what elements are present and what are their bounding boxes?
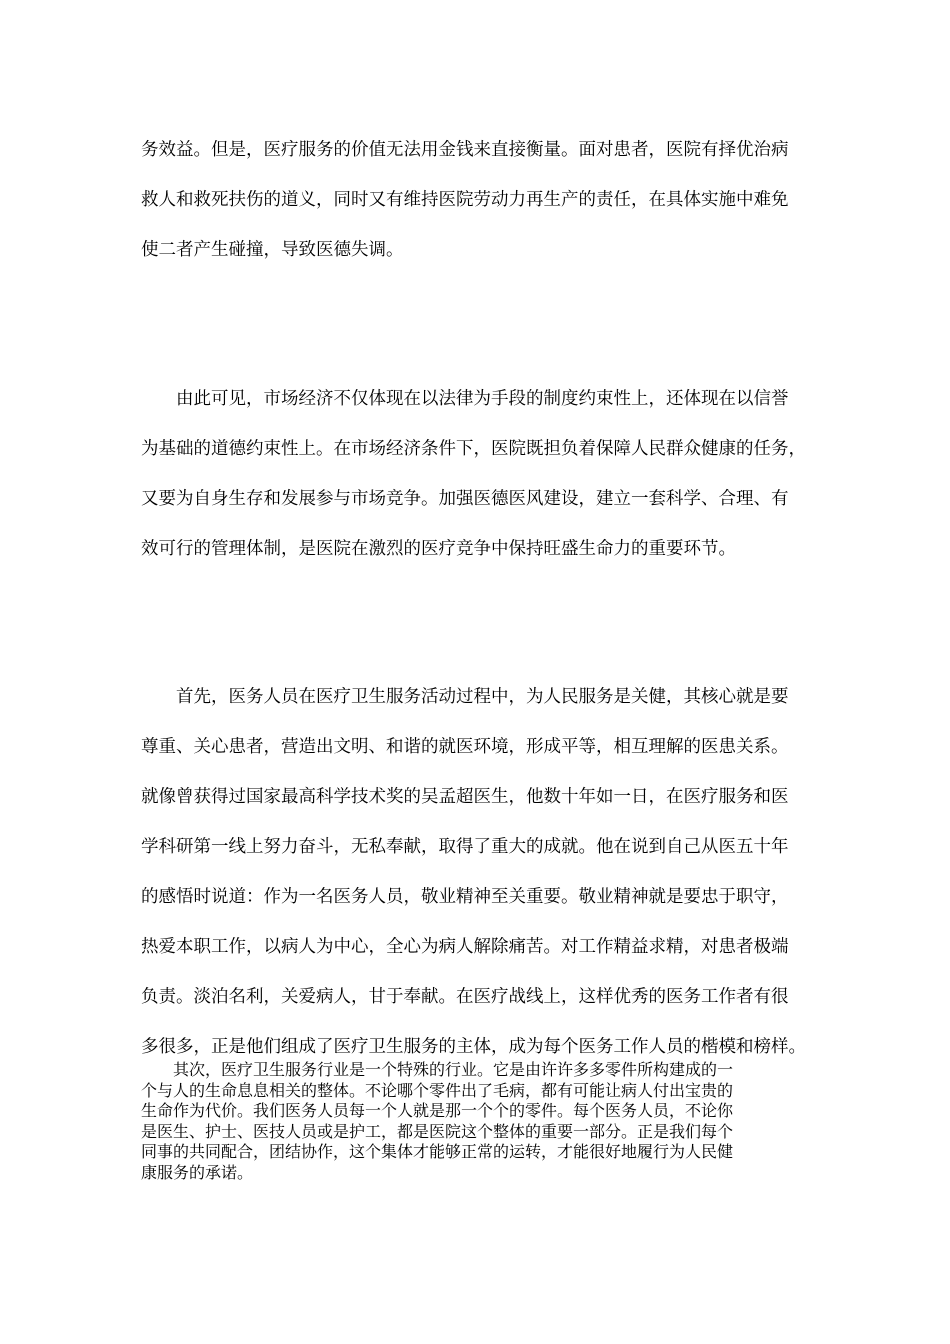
paragraph-line: 负责。淡泊名利，关爱病人，甘于奉献。在医疗战线上，这样优秀的医务工作者有很 bbox=[141, 987, 789, 1007]
paragraph-line: 务效益。但是，医疗服务的价值无法用金钱来直接衡量。面对患者，医院有择优治病 bbox=[141, 140, 789, 160]
paragraph-line: 就像曾获得过国家最高科学技术奖的吴孟超医生，他数十年如一日，在医疗服务和医 bbox=[141, 787, 789, 807]
paragraph-line: 学科研第一线上努力奋斗，无私奉献，取得了重大的成就。他在说到自己从医五十年 bbox=[141, 837, 789, 857]
paragraph-line: 又要为自身生存和发展参与市场竞争。加强医德医风建设，建立一套科学、合理、有 bbox=[141, 489, 789, 509]
paragraph-firstly bbox=[141, 672, 821, 1072]
paragraph-line: 由此可见，市场经济不仅体现在以法律为手段的制度约束性上，还体现在以信誉 bbox=[176, 389, 789, 409]
paragraph-line: 效可行的管理体制，是医院在激烈的医疗竞争中保持旺盛生命力的重要环节。 bbox=[141, 539, 736, 559]
paragraph-line: 生命作为代价。我们医务人员每一个人就是那一个个的零件。每个医务人员，不论你 bbox=[141, 1101, 734, 1120]
paragraph-line: 使二者产生碰撞，导致医德失调。 bbox=[141, 240, 404, 260]
paragraph-line: 首先，医务人员在医疗卫生服务活动过程中，为人民服务是关健，其核心就是要 bbox=[176, 687, 789, 707]
paragraph-line: 是医生、护士、医技人员或是护工，都是医院这个整体的重要一部分。正是我们每个 bbox=[141, 1121, 734, 1141]
paragraph-line: 同事的共同配合，团结协作，这个集体才能够正常的运转，才能很好地履行为人民健 bbox=[141, 1142, 734, 1161]
paragraph-line: 的感悟时说道：作为一名医务人员，敬业精神至关重要。敬业精神就是要忠于职守， bbox=[141, 887, 789, 907]
paragraph-line: 尊重、关心患者，营造出文明、和谐的就医环境，形成平等，相互理解的医患关系。 bbox=[141, 737, 789, 757]
paragraph-market-economy bbox=[141, 374, 821, 574]
paragraph-line: 其次，医疗卫生服务行业是一个特殊的行业。它是由许许多多零件所构建成的一 bbox=[173, 1060, 734, 1079]
paragraph-line: 多很多，正是他们组成了医疗卫生服务的主体，成为每个医务工作人员的楷模和榜样。 bbox=[141, 1037, 806, 1057]
paragraph-line: 热爱本职工作，以病人为中心，全心为病人解除痛苦。对工作精益求精，对患者极端 bbox=[141, 937, 789, 957]
paragraph-continuation bbox=[141, 125, 821, 275]
paragraph-line: 个与人的生命息息相关的整体。不论哪个零件出了毛病，都有可能让病人付出宝贵的 bbox=[141, 1080, 734, 1100]
paragraph-line: 救人和救死扶伤的道义，同时又有维持医院劳动力再生产的责任，在具体实施中难免 bbox=[141, 190, 789, 210]
paragraph-secondly bbox=[141, 1060, 821, 1183]
paragraph-line: 康服务的承诺。 bbox=[141, 1162, 254, 1182]
paragraph-line: 为基础的道德约束性上。在市场经济条件下，医院既担负着保障人民群众健康的任务， bbox=[141, 439, 806, 459]
